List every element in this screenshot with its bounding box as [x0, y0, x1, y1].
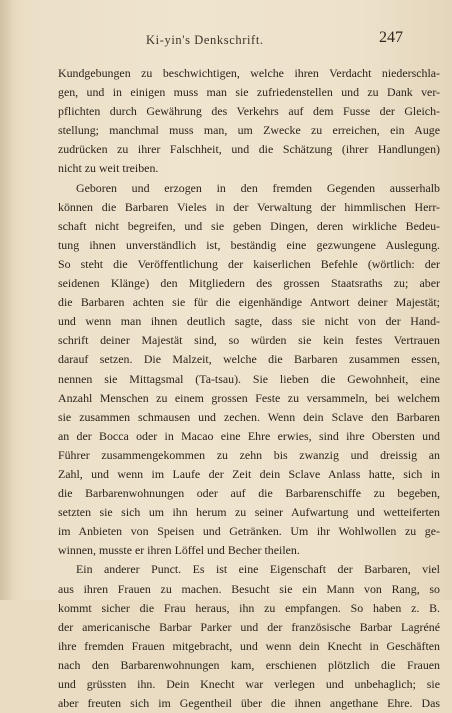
text-line: der americanische Barbar Parker und der französische Barbar Lagréné: [58, 619, 440, 634]
text-line: Anzahl Menschen zu einem grossen Feste zu versammeln, bei welchem: [58, 390, 440, 405]
text-line: nach den Barbarenwohnungen kam, erschienen plötzlich die Frauen: [58, 657, 440, 672]
paragraph: [58, 179, 440, 561]
text-line: tung ihnen unverständlich ist, beständig eine gezwungene Auslegung.: [58, 237, 440, 252]
page-number: 247: [379, 29, 403, 46]
text-line: darauf setzen. Die Malzeit, welche die Barbaren zusammen essen,: [58, 352, 440, 367]
text-line: sie zusammen schmausen und zechen. Wenn dein Sclave den Barbaren: [58, 409, 440, 424]
text-line: und wenn man ihnen deutlich sagte, dass sie nicht von der Hand-: [58, 314, 440, 329]
text-line: an der Bocca oder in Macao eine Ehre erwies, sind ihre Obersten und: [58, 428, 440, 443]
text-line: Geboren und erzogen in den fremden Gegenden ausserhalb: [76, 180, 440, 195]
text-line: winnen, musste er ihren Löffel und Becher theilen.: [58, 543, 300, 558]
text-line: setzten sie sich um ihn herum zu seiner Aufwartung und wetteiferten: [58, 505, 440, 520]
text-line: aus ihren Frauen zu machen. Besucht sie ein Mann von Rang, so: [58, 581, 440, 596]
text-line: Ein anderer Punct. Es ist eine Eigenschaft der Barbaren, viel: [76, 562, 440, 577]
page-fold-shadow: [0, 0, 14, 600]
text-line: können die Barbaren Vieles in der Verwaltung der himmlischen Herr-: [58, 199, 440, 214]
text-line: ihre fremden Frauen mitgebracht, und wenn dein Knecht in Geschäften: [58, 638, 440, 653]
text-line: schaft nicht begreifen, und sie geben Dingen, deren wirkliche Bedeu-: [58, 218, 440, 233]
text-line: aber freuten sich im Gegentheil über die ihnen angethane Ehre. Das: [58, 696, 440, 711]
page-header: [0, 29, 452, 51]
text-line: gen, und in einigen muss man sie zufriedenstellen und zu Dank ver-: [58, 85, 440, 100]
text-line: im Anbieten von Speisen und Getränken. Um ihr Wohlwollen zu ge-: [58, 524, 440, 539]
text-line: Führer zusammengekommen zu zehn bis zwanzig und dreissig an: [58, 447, 440, 462]
text-line: stellung; manchmal muss man, um Zwecke zu erreichen, ein Auge: [58, 123, 440, 138]
text-line: Kundgebungen zu beschwichtigen, welche ihren Verdacht niederschla-: [58, 66, 440, 80]
text-line: seidenen Klänge) den Mitgliedern des grossen Staatsraths zu; aber: [58, 276, 440, 291]
text-line: nicht zu weit treiben.: [58, 161, 159, 176]
text-line: pflichten durch Gewährung des Verkehrs auf dem Fusse der Gleich-: [58, 104, 440, 119]
text-line: und grüssten ihn. Dein Knecht war verlegen und unbehaglich; sie: [58, 677, 440, 691]
text-line: die Barbaren achten sie für die eigenhändige Antwort deiner Majestät;: [58, 295, 440, 310]
body-text: [58, 64, 440, 713]
text-line: nennen sie Mittagsmal (Ta-tsau). Sie lieben die Gewohnheit, eine: [58, 371, 440, 386]
text-line: kommt sicher die Frau heraus, ihn zu empfangen. So haben z. B.: [58, 600, 440, 615]
paragraph: [58, 64, 440, 179]
text-line: schrift deiner Majestät sind, so würden sie kein festes Vertrauen: [58, 333, 440, 348]
paragraph: [58, 560, 440, 713]
text-line: Zahl, und wenn im Laufe der Zeit dein Sclave Anlass hatte, sich in: [58, 466, 440, 481]
text-line: So steht die Veröffentlichung der kaiserlichen Befehle (wörtlich: der: [58, 256, 440, 271]
text-line: die Barbarenwohnungen oder auf die Barbarenschiffe zu begeben,: [58, 486, 440, 501]
text-line: zudrücken zu ihrer Falschheit, und die Schätzung (ihrer Handlungen): [58, 142, 440, 157]
running-head: Ki-yin's Denkschrift.: [146, 33, 264, 47]
